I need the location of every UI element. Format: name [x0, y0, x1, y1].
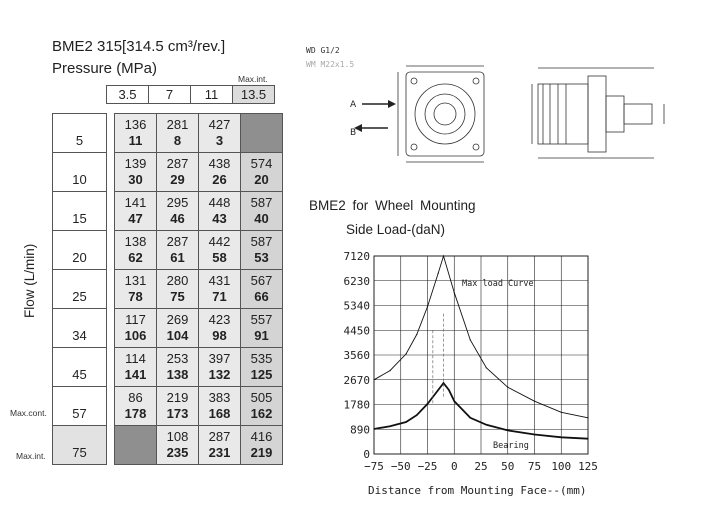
torque-speed-cell — [115, 114, 157, 153]
bolt-hole-bl — [411, 144, 417, 150]
speed-value: 138 — [166, 367, 189, 382]
torque-speed-cell — [199, 270, 241, 309]
bearing-point — [416, 414, 417, 415]
torque-value: 141 — [124, 195, 147, 210]
front-flange-outline — [406, 72, 484, 156]
side-pilot — [606, 96, 624, 132]
table-gap — [107, 153, 115, 192]
torque-value: 269 — [166, 312, 189, 327]
bolt-hole-tr — [473, 78, 479, 84]
flow-value: 75 — [53, 426, 107, 465]
wm-port-label: WM M22x1.5 — [306, 60, 355, 69]
torque-speed-cell — [241, 192, 283, 231]
torque-value: 587 — [250, 195, 273, 210]
torque-value: 287 — [166, 234, 189, 249]
torque-value: 281 — [166, 117, 189, 132]
torque-value: 505 — [250, 390, 273, 405]
max-load-point — [507, 387, 508, 388]
flow-axis-label: Flow (L/min) — [22, 243, 37, 318]
pressure-cell: 7 — [149, 86, 191, 104]
torque-value: 253 — [166, 351, 189, 366]
bearing-point — [486, 424, 487, 425]
torque-value: 557 — [250, 312, 273, 327]
bearing-point — [454, 401, 455, 402]
flow-value: 45 — [53, 348, 107, 387]
motor-title: BME2 315[314.5 cm³/rev.] — [52, 38, 226, 55]
torque-speed-cell — [115, 348, 157, 387]
max-load-point — [454, 292, 455, 293]
pressure-header-table — [106, 85, 275, 104]
torque-speed-cell — [199, 426, 241, 465]
x-tick-label: −25 — [417, 460, 438, 473]
speed-value: 78 — [128, 289, 143, 304]
flow-value: 57 — [53, 387, 107, 426]
torque-value: 442 — [208, 234, 231, 249]
x-tick-label: 125 — [578, 460, 598, 473]
empty-cell — [115, 426, 157, 465]
torque-speed-cell — [115, 309, 157, 348]
table-gap — [107, 192, 115, 231]
x-tick-label: 75 — [527, 460, 542, 473]
speed-value: 106 — [124, 328, 147, 343]
torque-speed-cell — [199, 348, 241, 387]
torque-speed-cell — [241, 231, 283, 270]
speed-value: 3 — [215, 133, 224, 148]
y-tick-label: 5340 — [343, 299, 370, 313]
max-load-point — [427, 306, 428, 307]
wheel-mount-title: BME2 for Wheel Mounting — [309, 198, 476, 213]
torque-value: 114 — [125, 351, 146, 366]
torque-speed-cell — [199, 153, 241, 192]
pressure-label: Pressure (MPa) — [52, 60, 158, 77]
port-a-label: A — [350, 100, 357, 110]
flow-row — [53, 387, 283, 426]
max-load-point — [561, 412, 562, 413]
pressure-cell: 11 — [191, 86, 233, 104]
bearing-point — [561, 437, 562, 438]
flow-row — [53, 426, 283, 465]
side-load-chart — [330, 244, 630, 502]
max-int-side-label: Max.int. — [16, 451, 46, 461]
bearing-point — [427, 403, 428, 404]
speed-value: 62 — [128, 250, 143, 265]
table-gap — [107, 270, 115, 309]
motor-dimension-drawing — [348, 54, 698, 174]
torque-value: 567 — [250, 273, 273, 288]
torque-value: 423 — [208, 312, 231, 327]
y-tick-label: 2670 — [343, 373, 370, 387]
max-load-point — [534, 401, 535, 402]
torque-speed-cell — [199, 114, 241, 153]
torque-speed-cell — [115, 153, 157, 192]
torque-value: 535 — [250, 351, 273, 366]
flow-row — [53, 231, 283, 270]
torque-speed-cell — [157, 153, 199, 192]
speed-value: 8 — [173, 133, 182, 148]
torque-speed-cell — [157, 426, 199, 465]
bearing-point — [406, 421, 407, 422]
speed-value: 162 — [250, 406, 273, 421]
x-tick-label: 100 — [551, 460, 572, 473]
max-load-point — [389, 370, 390, 371]
torque-speed-cell — [241, 309, 283, 348]
front-shaft-ring — [425, 94, 465, 134]
table-gap — [107, 231, 115, 270]
max-int-top-label: Max.int. — [238, 74, 268, 84]
speed-value: 53 — [254, 250, 269, 265]
speed-value: 66 — [254, 289, 269, 304]
torque-speed-cell — [157, 387, 199, 426]
max-load-point — [470, 339, 471, 340]
torque-value: 416 — [250, 429, 273, 444]
x-tick-label: 25 — [474, 460, 488, 473]
torque-speed-cell — [157, 270, 199, 309]
speed-value: 91 — [254, 328, 269, 343]
speed-value: 58 — [212, 250, 227, 265]
torque-value: 219 — [166, 390, 189, 405]
flow-value: 25 — [53, 270, 107, 309]
front-shaft-circle — [434, 103, 456, 125]
max-load-point — [416, 334, 417, 335]
flow-row — [53, 114, 283, 153]
speed-value: 132 — [208, 367, 231, 382]
speed-value: 235 — [166, 445, 189, 460]
speed-value: 178 — [124, 406, 147, 421]
max-load-point — [373, 379, 374, 380]
x-tick-label: 50 — [501, 460, 515, 473]
torque-value: 131 — [124, 273, 147, 288]
torque-speed-cell — [199, 309, 241, 348]
speed-value: 231 — [208, 445, 231, 460]
flow-value: 20 — [53, 231, 107, 270]
torque-value: 383 — [208, 390, 231, 405]
speed-value: 173 — [166, 406, 189, 421]
torque-value: 117 — [125, 312, 146, 327]
torque-value: 86 — [128, 390, 143, 405]
max-load-point — [406, 353, 407, 354]
torque-speed-cell — [157, 192, 199, 231]
torque-speed-cell — [115, 270, 157, 309]
torque-speed-cell — [241, 387, 283, 426]
torque-value: 287 — [208, 429, 231, 444]
wd-port-label: WD G1/2 — [306, 46, 340, 55]
speed-value: 75 — [170, 289, 185, 304]
table-gap — [107, 114, 115, 153]
speed-value: 11 — [128, 133, 143, 148]
torque-speed-cell — [157, 114, 199, 153]
torque-speed-cell — [157, 231, 199, 270]
torque-value: 574 — [250, 156, 273, 171]
speed-value: 47 — [128, 211, 143, 226]
torque-value: 397 — [208, 351, 231, 366]
pressure-cell: 3.5 — [107, 86, 149, 104]
y-tick-label: 0 — [363, 448, 370, 461]
x-axis-title: Distance from Mounting Face--(mm) — [368, 484, 587, 497]
y-tick-label: 7120 — [343, 250, 370, 263]
max-cont-label: Max.cont. — [10, 408, 47, 418]
performance-table — [52, 113, 283, 465]
speed-value: 40 — [254, 211, 269, 226]
torque-speed-cell — [241, 153, 283, 192]
max-load-point — [486, 367, 487, 368]
side-shaft — [624, 104, 652, 124]
flow-value: 5 — [53, 114, 107, 153]
bearing-point — [438, 389, 439, 390]
torque-value: 427 — [208, 117, 231, 132]
flow-row — [53, 192, 283, 231]
front-pilot-circle — [415, 84, 475, 144]
speed-value: 104 — [166, 328, 189, 343]
y-tick-label: 890 — [350, 423, 370, 437]
bolt-hole-tl — [411, 78, 417, 84]
x-tick-label: −75 — [364, 460, 384, 473]
torque-value: 431 — [208, 273, 231, 288]
torque-value: 108 — [166, 429, 189, 444]
torque-value: 287 — [166, 156, 189, 171]
flow-value: 34 — [53, 309, 107, 348]
y-tick-label: 4450 — [343, 324, 370, 338]
flow-row — [53, 153, 283, 192]
arrow-a-head — [388, 100, 396, 108]
bearing-point — [534, 434, 535, 435]
bearing-point — [373, 428, 374, 429]
empty-cell — [241, 114, 283, 153]
speed-value: 125 — [250, 367, 273, 382]
speed-value: 219 — [250, 445, 273, 460]
speed-value: 43 — [212, 211, 227, 226]
speed-value: 98 — [212, 328, 227, 343]
bearing-annotation: Bearing — [493, 441, 529, 451]
side-load-title: Side Load-(daN) — [346, 222, 446, 237]
flow-row — [53, 270, 283, 309]
y-tick-label: 6230 — [343, 274, 370, 288]
flow-value: 10 — [53, 153, 107, 192]
y-tick-label: 3560 — [343, 349, 370, 362]
speed-value: 71 — [212, 289, 227, 304]
torque-speed-cell — [115, 387, 157, 426]
torque-speed-cell — [199, 387, 241, 426]
torque-value: 139 — [124, 156, 147, 171]
bearing-point — [470, 417, 471, 418]
speed-value: 61 — [170, 250, 185, 265]
flow-row — [53, 348, 283, 387]
bearing-point — [507, 430, 508, 431]
torque-value: 136 — [124, 117, 147, 132]
torque-value: 280 — [166, 273, 189, 288]
bearing-point — [587, 438, 588, 439]
speed-value: 168 — [208, 406, 231, 421]
torque-speed-cell — [157, 309, 199, 348]
bearing-point — [443, 382, 444, 383]
port-b-label: B — [350, 128, 357, 138]
flow-value: 15 — [53, 192, 107, 231]
y-tick-label: 1780 — [343, 398, 370, 412]
pressure-cell: 13.5 — [233, 86, 275, 104]
flow-row — [53, 309, 283, 348]
max-load-point — [443, 255, 444, 256]
speed-value: 141 — [124, 367, 147, 382]
torque-value: 448 — [208, 195, 231, 210]
torque-value: 295 — [166, 195, 189, 210]
table-gap — [107, 309, 115, 348]
x-tick-label: 0 — [450, 460, 458, 473]
bearing-point — [389, 426, 390, 427]
torque-value: 438 — [208, 156, 231, 171]
side-body — [538, 84, 588, 144]
speed-value: 46 — [170, 211, 185, 226]
max-load-point — [438, 273, 439, 274]
speed-value: 29 — [170, 172, 185, 187]
torque-speed-cell — [241, 348, 283, 387]
torque-speed-cell — [241, 270, 283, 309]
speed-value: 20 — [254, 172, 269, 187]
max-load-point — [587, 417, 588, 418]
torque-speed-cell — [199, 231, 241, 270]
torque-speed-cell — [199, 192, 241, 231]
side-flange — [588, 76, 606, 152]
torque-speed-cell — [115, 192, 157, 231]
speed-value: 30 — [128, 172, 143, 187]
torque-value: 587 — [250, 234, 273, 249]
max-load-annotation: Max load Curve — [462, 279, 534, 289]
x-tick-label: −50 — [390, 460, 411, 473]
torque-speed-cell — [115, 231, 157, 270]
table-gap — [107, 426, 115, 465]
bolt-hole-br — [473, 144, 479, 150]
table-gap — [107, 387, 115, 426]
speed-value: 26 — [212, 172, 227, 187]
torque-value: 138 — [124, 234, 147, 249]
torque-speed-cell — [241, 426, 283, 465]
table-gap — [107, 348, 115, 387]
torque-speed-cell — [157, 348, 199, 387]
bearing-point — [448, 389, 449, 390]
